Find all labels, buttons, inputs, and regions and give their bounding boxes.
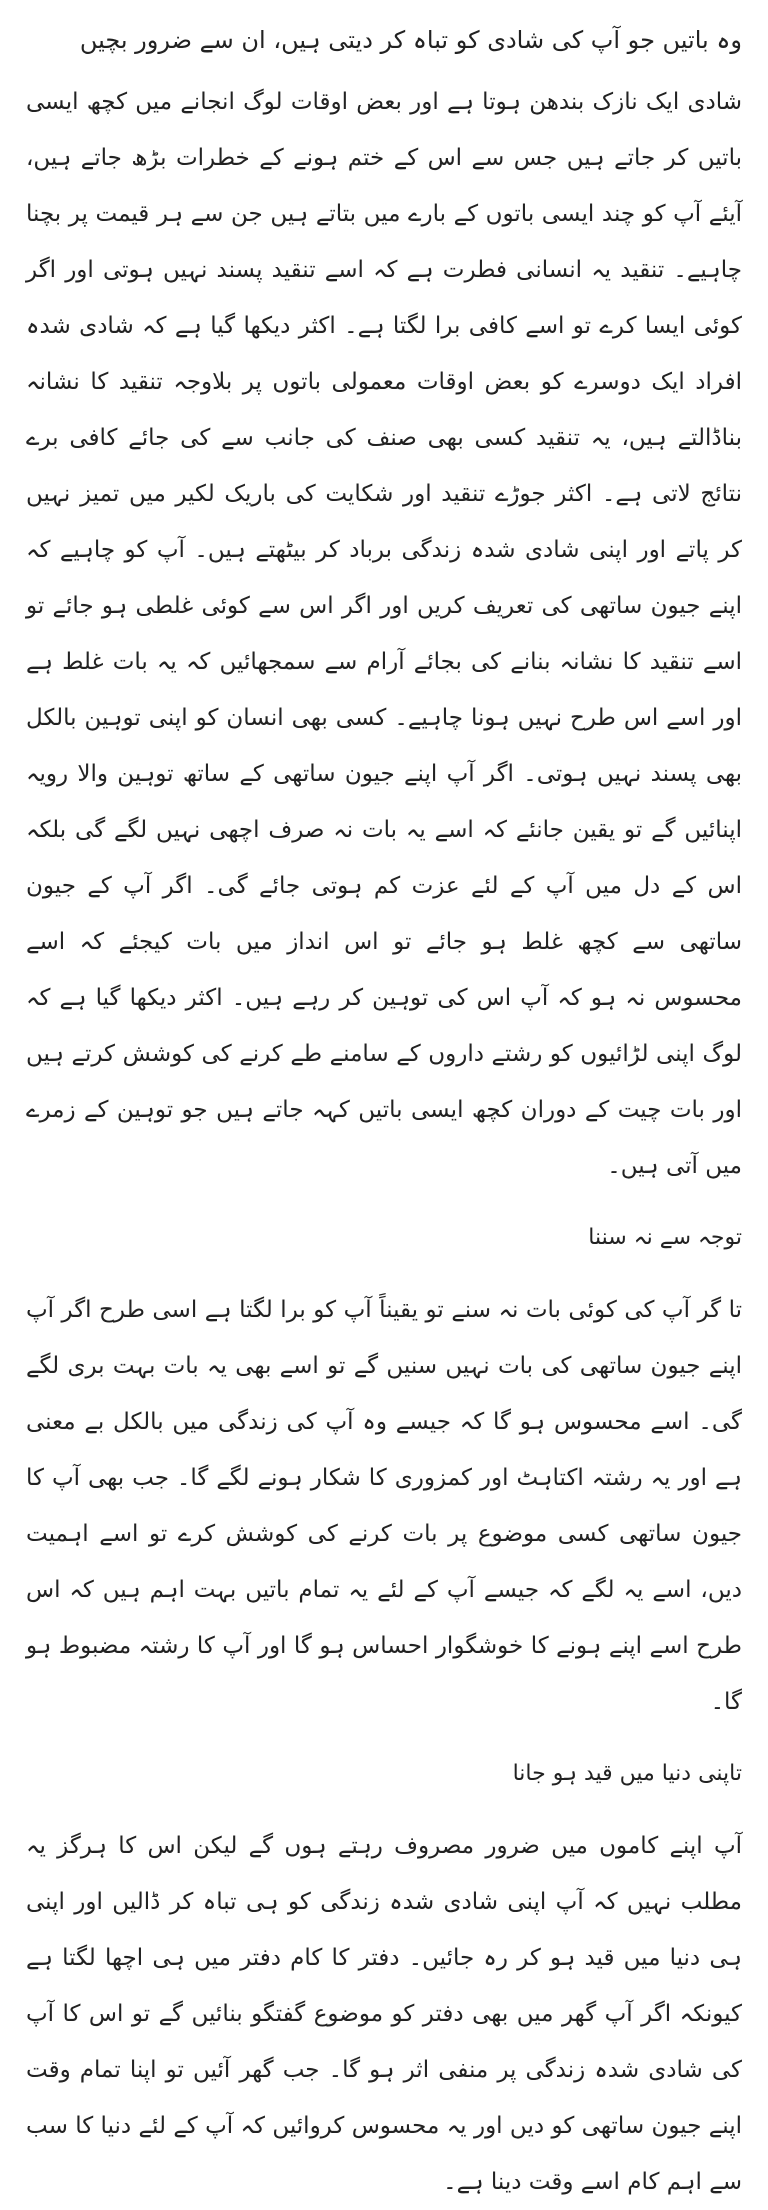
section-heading-listening: توجہ سے نہ سننا [588, 1225, 742, 1250]
article-title: وہ باتیں جو آپ کی شادی کو تباہ کر دیتی ہیں، ان سے ضرور بچیں [79, 26, 742, 54]
section-paragraph-listening: تا گر آپ کی کوئی بات نہ سنے تو یقیناً آپ کو برا لگتا ہے اسی طرح اگر آپ اپنے جیون ساتھی کی بات نہیں سنیں گے تو اسے بھی یہ بات بہت بری لگے گی۔ اسے محسوس ہو گا کہ جیسے وہ آپ کی زندگی میں بالکل بے معنی ہے اور یہ رشتہ اکتاہٹ اور کمزوری کا شکار ہونے لگے گا۔ جب بھی آپ کا جیون ساتھی کسی موضوع پر بات کرنے کی کوشش کرے تو اسے اہمیت دیں، اسے یہ لگے کہ جیسے آپ کے لئے یہ تمام باتیں بہت اہم ہیں کہ اس طرح اسے اپنے ہونے کا خوشگوار احساس ہو گا اور آپ کا رشتہ مضبوط ہو گا۔ [26, 1297, 742, 1715]
intro-paragraph: شادی ایک نازک بندھن ہوتا ہے اور بعض اوقات لوگ انجانے میں کچھ ایسی باتیں کر جاتے ہیں جس سے اس کے ختم ہونے کے خطرات بڑھ جاتے ہیں، آیئے آپ کو چند ایسی باتوں کے بارے میں بتاتے ہیں جن سے ہر قیمت پر بچنا چاہیے۔ تنقید یہ انسانی فطرت ہے کہ اسے تنقید پسند نہیں ہوتی اور اگر کوئی ایسا کرے تو اسے کافی برا لگتا ہے۔ اکثر دیکھا گیا ہے کہ شادی شدہ افراد ایک دوسرے کو بعض اوقات معمولی باتوں پر بلاوجہ تنقید کا نشانہ بناڈالتے ہیں، یہ تنقید کسی بھی صنف کی جانب سے کی جائے کافی برے نتائج لاتی ہے۔ اکثر جوڑے تنقید اور شکایت کی باریک لکیر میں تمیز نہیں کر پاتے اور اپنی شادی شدہ زندگی برباد کر بیٹھتے ہیں۔ آپ کو چاہیے کہ اپنے جیون ساتھی کی تعریف کریں اور اگر اس سے کوئی غلطی ہو جائے تو اسے تنقید کا نشانہ بنانے کی بجائے آرام سے سمجھائیں کہ یہ بات غلط ہے اور اسے اس طرح نہیں ہونا چاہیے۔ کسی بھی انسان کو اپنی توہین بالکل بھی پسند نہیں ہوتی۔ اگر آپ اپنے جیون ساتھی کے ساتھ توہین والا رویہ اپنائیں گے تو یقین جانئے کہ اسے یہ بات نہ صرف اچھی نہیں لگے گی بلکہ اس کے دل میں آپ کے لئے عزت کم ہوتی جائے گی۔ اگر آپ کے جیون ساتھی سے کچھ غلط ہو جائے تو اس انداز میں بات کیجئے کہ اسے محسوس نہ ہو کہ آپ اس کی توہین کر رہے ہیں۔ اکثر دیکھا گیا ہے کہ لوگ اپنی لڑائیوں کو رشتے داروں کے سامنے طے کرنے کی کوشش کرتے ہیں اور بات چیت کے دوران کچھ ایسی باتیں کہہ جاتے ہیں جو توہین کے زمرے میں آتی ہیں۔ [26, 89, 742, 1179]
section-paragraph-own-world: آپ اپنے کاموں میں ضرور مصروف رہتے ہوں گے لیکن اس کا ہرگز یہ مطلب نہیں کہ آپ اپنی شادی شدہ زندگی کو ہی تباہ کر ڈالیں اور اپنی ہی دنیا میں قید ہو کر رہ جائیں۔ دفتر کا کام دفتر میں ہی اچھا لگتا ہے کیونکہ اگر آپ گھر میں بھی دفتر کو موضوع گفتگو بنائیں گے تو اس کا آپ کی شادی شدہ زندگی پر منفی اثر ہو گا۔ جب گھر آئیں تو اپنا تمام وقت اپنے جیون ساتھی کو دیں اور یہ محسوس کروائیں کہ آپ کے لئے دنیا کا سب سے اہم کام اسے وقت دینا ہے۔ [26, 1833, 742, 2195]
section-heading-own-world: تاپنی دنیا میں قید ہو جانا [512, 1761, 742, 1786]
